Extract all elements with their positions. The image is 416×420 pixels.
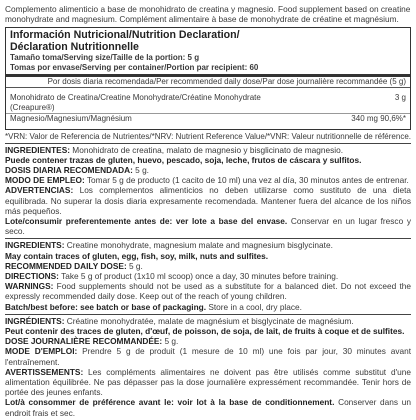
fr-dose-text: 5 g. [162, 336, 179, 347]
nutrient-name: Magnesio/Magnesium/Magnésium [10, 113, 132, 123]
en-dose [5, 261, 411, 271]
spacer [6, 124, 410, 129]
fr-mode [5, 346, 411, 366]
nutrition-header [6, 28, 410, 72]
en-warnings-label: WARNINGS: [5, 281, 54, 292]
es-batch [5, 216, 411, 236]
fr-batch-label: Lot/à consommer de préférence avant le: voir lot à la base de conditionnement. [5, 397, 335, 408]
en-directions-text: Take 5 g of product (1x10 ml scoop) once a day, 30 minutes before training. [58, 271, 339, 282]
nutrition-panel [5, 27, 411, 129]
nutrition-title-line1: Información Nutricional/Nutrition Declaration/ [10, 29, 240, 42]
fr-ingredients-label: INGRÉDIENTS: [5, 315, 65, 326]
es-dose [5, 165, 411, 175]
fr-ingredients [5, 316, 411, 326]
es-ingredients-text: Monohidrato de creatina, malato de magnesio y bisglicinato de magnesio. [70, 144, 344, 155]
es-batch-label: Lote/consumir preferentemente antes de: ver lote a base del envase. [5, 216, 288, 227]
spanish-section [5, 144, 411, 240]
nutrient-value: 340 mg 90,6%* [351, 113, 406, 123]
fr-traces [5, 326, 411, 336]
es-batch-text: Conservar en un lugar fresco y seco. [5, 216, 411, 237]
fr-warnings [5, 367, 411, 398]
en-ingredients-label: INGREDIENTS: [5, 240, 65, 251]
es-traces-text: Puede contener trazas de gluten, huevo, pescado, soja, leche, frutos de cáscara y sulfitos. [5, 154, 362, 165]
en-ingredients-text: Creatine monohydrate, magnesium malate and magnesium bisglycinate. [64, 240, 333, 251]
fr-dose [5, 336, 411, 346]
column-header-row [6, 77, 410, 88]
en-warnings-text: Food supplements should not be used as a substitute for a balanced diet. Do not exceed the expressly recommended daily dose. Keep out of the reach of young children. [5, 281, 411, 302]
es-ingredients [5, 145, 411, 155]
es-ingredients-label: INGREDIENTES: [5, 144, 70, 155]
fr-warnings-label: AVERTISSEMENTS: [5, 366, 84, 377]
english-section [5, 239, 411, 314]
en-batch [5, 302, 411, 312]
fr-mode-label: MODE D'EMPLOI: [5, 346, 78, 357]
en-dose-text: 5 g. [126, 260, 143, 271]
es-dose-label: DOSIS DIARIA RECOMENDADA: [5, 165, 133, 175]
nutrient-value: 3 g [394, 92, 406, 102]
en-directions-label: DIRECTIONS: [5, 271, 59, 282]
en-ingredients [5, 240, 411, 250]
fr-mode-text: Prendre 5 g de produit (1 mesure de 10 ml) une fois par jour, 30 minutes avant l'entraînement. [5, 346, 411, 367]
es-dose-text: 5 g. [132, 165, 149, 175]
nutrient-name: Monohidrato de Creatina/Creatine Monohydrate/Créatine Monohydrate (Creapure®) [10, 92, 261, 112]
fr-ingredients-text: Créatine monohydratée, malate de magnésium et bisglycinate de magnésium. [64, 315, 354, 326]
nutrient-row-creatine [6, 93, 410, 113]
es-warnings [5, 185, 411, 216]
fr-dose-label: DOSE JOURNALIÈRE RECOMMANDÉE: [5, 336, 163, 347]
column-header: Por dosis diaria recomendada/Per recommended daily dose/Par dose journalière recommandée (5 g) [47, 76, 406, 86]
french-section [5, 315, 411, 420]
es-mode-label: MODO DE EMPLEO: [5, 175, 85, 186]
es-warnings-text: Los complementos alimenticios no deben utilizarse como sustituto de una dieta equilibrada. No superar la dosis diaria expresamente recomendada. Mantener fuera del alcance de los niños más pequeños. [5, 185, 411, 216]
intro-text: Complemento alimenticio a base de monohidrato de creatina y magnesio. Food supplement based on creatine monohydrate and magnesium. Complément alimentaire à base de monohydrate de créatine et magnésium. [5, 4, 411, 25]
serving-size: Tamaño toma/Serving size/Taille de la portion: 5 g [10, 53, 200, 63]
en-batch-text: Store in a cool, dry place. [206, 301, 302, 312]
en-batch-label: Batch/best before: see batch or base of packaging. [5, 301, 207, 312]
nutrient-row-magnesium [6, 113, 410, 124]
vrn-footnote: *VRN: Valor de Referencia de Nutrientes/*NRV: Nutrient Reference Value/*VNR: Valeur nutritionnelle de référence. [5, 132, 411, 144]
en-warnings [5, 281, 411, 301]
es-warnings-label: ADVERTENCIAS: [5, 185, 74, 196]
es-mode-text: Tomar 5 g de producto (1 cacito de 10 ml) una vez al día, 30 minutos antes de entrenar. [84, 175, 409, 186]
fr-batch [5, 397, 411, 417]
servings-per-container: Tomas por envase/Serving per container/Portion par recipient: 60 [10, 63, 259, 72]
en-traces-text: May contain traces of gluten, egg, fish, soy, milk, nuts and sulfites. [5, 250, 269, 261]
en-dose-label: RECOMMENDED DAILY DOSE: [5, 260, 127, 271]
nutrition-title-line2: Déclaration Nutritionnelle [10, 40, 139, 53]
en-directions [5, 271, 411, 281]
fr-warnings-text: Les compléments alimentaires ne doivent pas être utilisés comme substitut d'une alimentation équilibrée. Ne pas dépasser pas la dose journalière expressément recommandée. Tenir hors de portée des jeunes enfants. [5, 366, 411, 398]
es-traces [5, 155, 411, 165]
es-mode [5, 175, 411, 185]
fr-batch-text: Conserver dans un endroit frais et sec. [5, 397, 411, 418]
fr-traces-text: Peut contenir des traces de gluten, d'œuf, de poisson, de soja, de lait, de fruits à coque et de sulfites. [5, 326, 405, 337]
en-traces [5, 251, 411, 261]
